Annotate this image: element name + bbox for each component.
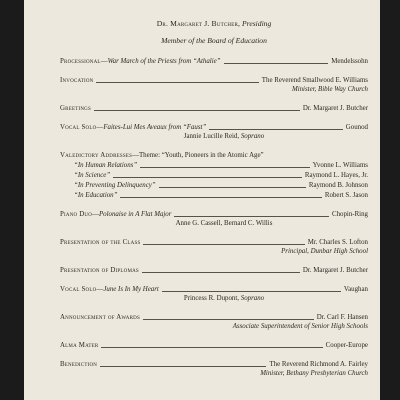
item-title: War March of the Priests from “Athalie” [107,58,221,66]
item-sub: Principal, Dunbar High School [281,248,368,256]
subitem-title: “In Human Relations” [74,162,138,170]
subitem-title: “In Science” [74,172,111,180]
dotted-leader [140,167,309,168]
performer-names: Anne G. Cassell, Bernard C. Willis [175,220,273,228]
item-sub: Minister, Bible Way Church [291,86,368,94]
item-label: Vocal Solo [60,286,97,294]
program-item-vocal-solo-2 [60,285,368,303]
list-item [74,161,368,170]
program-item-valedictory [60,151,368,200]
list-item [74,191,368,200]
item-label: Alma Mater [60,342,99,350]
dotted-leader [100,366,266,367]
item-right: The Reverend Smallwood E. Williams [261,77,368,85]
program-item-greetings [60,104,368,113]
item-sub: Minister, Bethany Presbyterian Church [260,370,368,378]
performer-names: Princess R. Dupont, [183,295,240,303]
program-item-vocal-solo-1 [60,123,368,141]
subitem-speaker: Raymond B. Johnson [308,182,368,190]
dotted-leader [159,187,306,188]
subitem-speaker: Raymond L. Hayes, Jr. [304,172,368,180]
performers [60,294,368,303]
item-sub: Associate Superintendent of Senior High Schools [232,323,368,331]
item-right: Gounod [345,124,368,132]
item-label: Announcement of Awards [60,314,140,322]
dotted-leader [120,197,321,198]
performers [60,219,368,228]
subitem-speaker: Robert S. Jason [324,192,368,200]
program-item-piano-duo [60,210,368,228]
presiding-name: Dr. Margaret J. Butcher, [156,19,241,28]
dotted-leader [143,244,304,245]
item-label: Benediction [60,361,98,369]
program-page [24,0,380,400]
item-right: The Reverend Richmond A. Fairley [269,361,368,369]
program-header [60,20,368,44]
item-right: Dr. Margaret J. Butcher [302,105,368,113]
item-label: Presentation of the Class [60,239,141,247]
item-right: Dr. Carl F. Hansen [316,314,368,322]
item-label: Piano Duo [60,211,93,219]
item-dash: — [100,58,108,66]
item-label: Processional [60,58,101,66]
member-line: Member of the Board of Education [161,35,267,45]
item-dash: — [96,124,104,132]
dotted-leader [94,110,300,111]
program-item-presentation-diplomas [60,266,368,275]
list-item [74,171,368,180]
dotted-leader [224,63,329,64]
item-label: Valedictory Addresses [60,152,133,160]
performers [60,132,368,141]
list-item [74,181,368,190]
program-item-alma-mater [60,341,368,350]
item-right: Mendelssohn [331,58,368,66]
dotted-leader [101,347,322,348]
item-right: Mr. Charles S. Lofton [307,239,368,247]
item-title: Polonaise in A Flat Major [98,211,172,219]
program-item-awards [60,313,368,331]
program-item-presentation-class [60,238,368,256]
item-label: Presentation of Diplomas [60,267,139,275]
item-title: Faites-Lui Mes Aveaux from “Faust” [103,124,207,132]
item-label: Vocal Solo [60,124,97,132]
dotted-leader [209,129,343,130]
item-theme: —Theme: “Youth, Pioneers in the Atomic Age” [132,152,264,160]
performer-names: Jannie Lucille Reid, [183,133,240,141]
performer-role: Soprano [240,295,265,303]
item-right: Cooper-Europe [325,342,368,350]
item-right: Chopin-Ring [332,211,368,219]
item-label: Greetings [60,105,91,113]
item-dash: — [92,211,99,219]
presiding-role: Presiding [242,19,272,28]
item-right: Dr. Margaret J. Butcher [302,267,368,275]
program-item-benediction [60,360,368,378]
dotted-leader [113,177,302,178]
dotted-leader [174,216,329,217]
valedictory-list [60,161,368,200]
dotted-leader [143,319,314,320]
subitem-title: “In Education” [74,192,118,200]
dotted-leader [162,291,341,292]
item-label: Invocation [60,77,94,85]
performer-role: Soprano [240,133,265,141]
subitem-title: “In Preventing Delinquency” [74,182,156,190]
program-item-processional [60,57,368,66]
dotted-leader [96,82,258,83]
program-item-invocation [60,76,368,94]
item-dash: — [96,286,104,294]
dotted-leader [142,272,300,273]
item-right: Vaughan [343,286,368,294]
presiding-line [60,20,368,28]
item-title: June Is In My Heart [103,286,159,294]
subitem-speaker: Yvonne L. Williams [312,162,368,170]
